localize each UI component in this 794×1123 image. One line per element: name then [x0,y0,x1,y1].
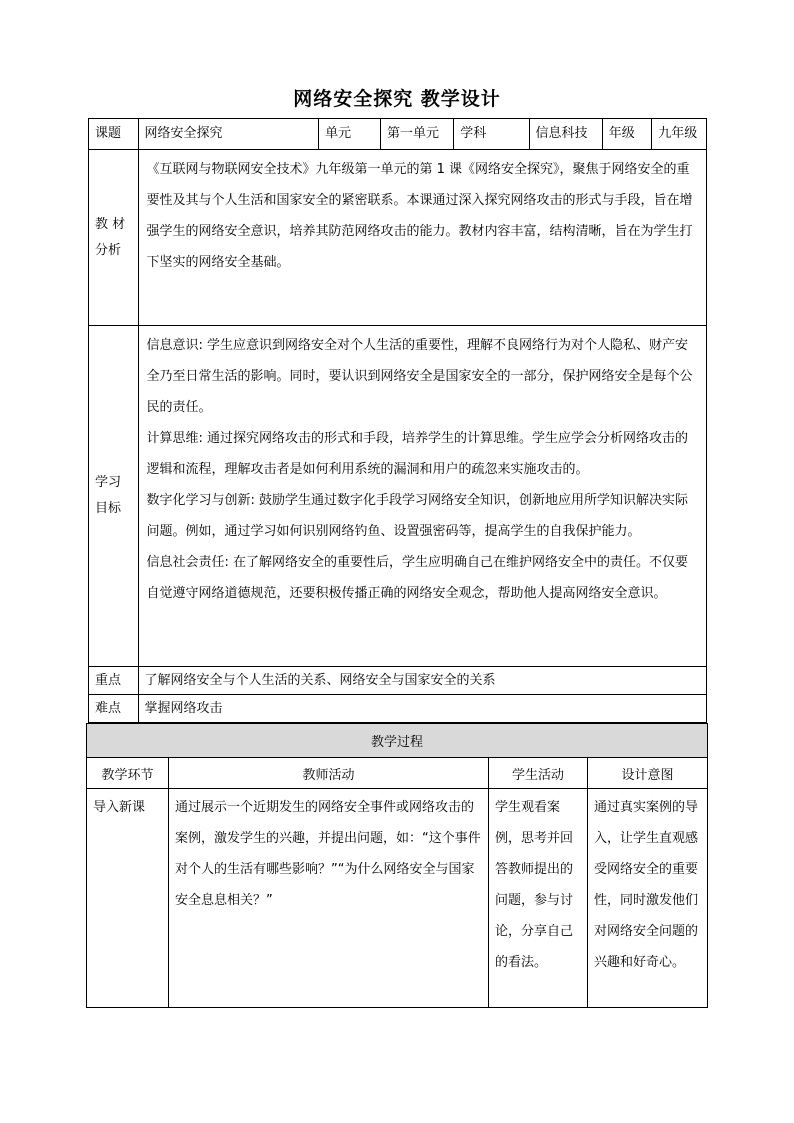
column-header-intent: 设计意图 [588,758,708,789]
topic-value: 网络安全探究 [138,119,319,150]
row-stage: 导入新课 [87,789,169,1008]
row-teacher-activity: 通过展示一个近期发生的网络安全事件或网络攻击的案例，激发学生的兴趣，并提出问题，如：“这个事件对个人的生活有哪些影响？”“为什么网络安全与国家安全息息相关？” [169,789,489,1008]
table-row [87,789,708,1008]
column-header-student: 学生活动 [489,758,588,789]
goals-text [138,326,706,667]
unit-value: 第一单元 [380,119,453,150]
unit-label: 单元 [319,119,381,150]
row-student-activity: 学生观看案例，思考并回答教师提出的问题，参与讨论，分享自己的看法。 [489,789,588,1008]
teaching-process-table [86,723,708,1008]
difficulty-label: 难点 [89,695,139,723]
page-title: 网络安全探究 教学设计 [293,88,501,110]
topic-label: 课题 [89,119,139,150]
subject-value: 信息科技 [529,119,602,150]
material-label: 教 材 分析 [89,150,139,326]
row-design-intent: 通过真实案例的导入，让学生直观感受网络安全的重要性，同时激发他们对网络安全问题的兴趣和好奇心。 [588,789,708,1008]
goal-item-digital-learning: 数字化学习与创新: 鼓励学生通过数字化手段学习网络安全知识，创新地应用所学知识解决实际问题。例如，通过学习如何识别网络钓鱼、设置强密码等，提高学生的自我保护能力。 [146,493,689,539]
column-header-stage: 教学环节 [87,758,169,789]
goal-item-info-awareness: 信息意识: 学生应意识到网络安全对个人生活的重要性，理解不良网络行为对个人隐私、财产安全乃至日常生活的影响。同时，要认识到网络安全是国家安全的一部分，保护网络安全是每个公民的责任。 [146,338,693,415]
grade-value: 九年级 [652,119,707,150]
goal-item-social-responsibility: 信息社会责任: 在了解网络安全的重要性后，学生应明确自己在维护网络安全中的责任。不仅要自觉遵守网络道德规范，还要积极传播正确的网络安全观念，帮助他人提高网络安全意识。 [146,555,689,601]
column-header-teacher: 教师活动 [169,758,489,789]
material-text: 《互联网与物联网安全技术》九年级第一单元的第 1 课《网络安全探究》，聚焦于网络安全的重要性及其与个人生活和国家安全的紧密联系。本课通过深入探究网络攻击的形式与手段，旨在增强学生的网络安全意识，培养其防范网络攻击的能力。教材内容丰富，结构清晰，旨在为学生打下坚实的网络安全基础。 [138,150,706,326]
difficulty-text: 掌握网络攻击 [138,695,706,723]
subject-label: 学科 [454,119,529,150]
lesson-info-table [88,118,707,723]
grade-label: 年级 [602,119,652,150]
key-point-label: 重点 [89,667,139,695]
key-point-text: 了解网络安全与个人生活的关系、网络安全与国家安全的关系 [138,667,706,695]
goal-item-computational-thinking: 计算思维: 通过探究网络攻击的形式和手段，培养学生的计算思维。学生应学会分析网络攻击的逻辑和流程，理解攻击者是如何利用系统的漏洞和用户的疏忽来实施攻击的。 [146,431,689,477]
process-header: 教学过程 [87,724,708,758]
goals-label: 学习 目标 [89,326,139,667]
